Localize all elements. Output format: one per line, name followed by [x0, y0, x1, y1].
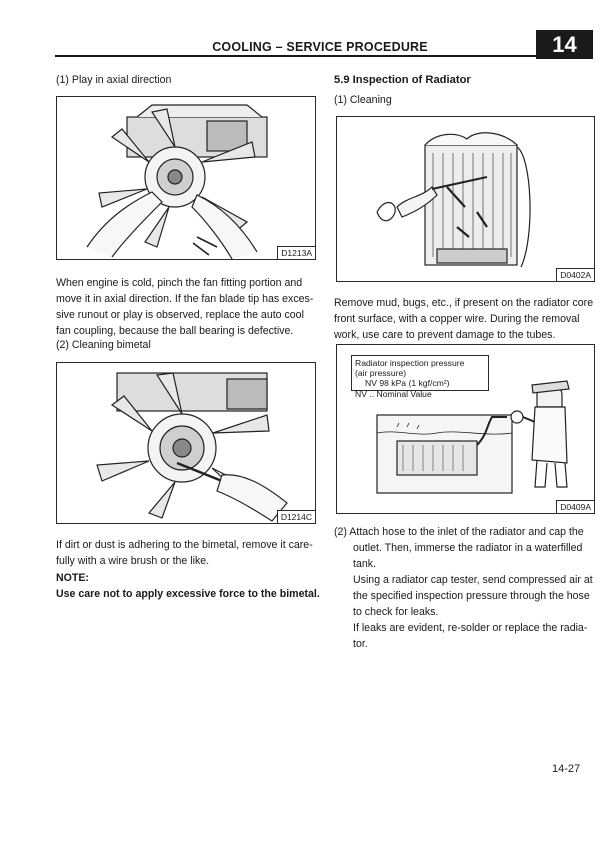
paragraph-radiator-cleaning	[334, 295, 596, 343]
text-line: sive runout or play is observed, replace the auto cool	[56, 309, 304, 321]
paragraph-cleaning-bimetal	[56, 537, 318, 569]
text-line: If dirt or dust is adhering to the bimetal, remove it care-	[56, 539, 313, 551]
figure-radiator-pressure-test	[336, 344, 595, 514]
paragraph-cap-tester	[353, 572, 596, 620]
fan-coupling-illustration-1	[57, 97, 315, 259]
figure-radiator-cleaning	[336, 116, 595, 282]
note-label: NOTE:	[56, 572, 89, 584]
text-line: tor.	[353, 638, 368, 650]
paragraph-leaks	[353, 620, 596, 652]
pressure-spec-subtitle: (air pressure)	[355, 368, 407, 378]
figure-fan-axial-play	[56, 96, 316, 260]
step-attach-hose	[334, 524, 596, 572]
page-number: 14-27	[552, 763, 581, 775]
text-line: Using a radiator cap tester, send compressed air at	[353, 574, 593, 586]
text-line: tank.	[353, 558, 376, 570]
figure-cleaning-bimetal	[56, 362, 316, 524]
text-line: When engine is cold, pinch the fan fitting portion and	[56, 277, 303, 289]
text-line: fan coupling, because the ball bearing is defective.	[56, 325, 294, 337]
header-rule	[55, 55, 593, 57]
text-line: work, use care to prevent damage to the tubes.	[334, 329, 556, 341]
note-text: Use care not to apply excessive force to the bimetal.	[56, 588, 320, 600]
text-line: (2) Attach hose to the inlet of the radiator and cap the	[334, 526, 584, 538]
text-line: to check for leaks.	[353, 606, 439, 618]
step-heading-cleaning: (1) Cleaning	[334, 94, 392, 106]
nominal-value-note: NV .. Nominal Value	[355, 389, 432, 399]
text-line: If leaks are evident, re-solder or replace the radia-	[353, 622, 588, 634]
page-header-title: COOLING – SERVICE PROCEDURE	[212, 40, 428, 54]
step-heading-axial-play: (1) Play in axial direction	[56, 74, 172, 86]
pressure-test-illustration	[337, 345, 594, 513]
figure-code: D1214C	[277, 510, 315, 523]
section-heading-radiator: 5.9 Inspection of Radiator	[334, 74, 471, 86]
text-line: move it in axial direction. If the fan blade tip has exces-	[56, 293, 314, 305]
text-line: fully with a wire brush or the like.	[56, 555, 210, 567]
figure-code: D0402A	[556, 268, 594, 281]
fan-coupling-illustration-2	[57, 363, 315, 523]
figure-code: D0409A	[556, 500, 594, 513]
step-heading-cleaning-bimetal: (2) Cleaning bimetal	[56, 339, 151, 351]
paragraph-axial-play	[56, 275, 318, 339]
radiator-cleaning-illustration	[337, 117, 594, 281]
figure-code: D1213A	[277, 246, 315, 259]
text-line: outlet. Then, immerse the radiator in a waterfilled	[353, 542, 583, 554]
text-line: Remove mud, bugs, etc., if present on the radiator core	[334, 297, 594, 309]
chapter-number-badge: 14	[536, 30, 593, 59]
pressure-spec-title: Radiator inspection pressure	[355, 358, 465, 368]
text-line: front surface, with a copper wire. During the removal	[334, 313, 580, 325]
pressure-spec-value: NV 98 kPa (1 kgf/cm²)	[365, 378, 450, 388]
text-line: the specified inspection pressure through the hose	[353, 590, 590, 602]
